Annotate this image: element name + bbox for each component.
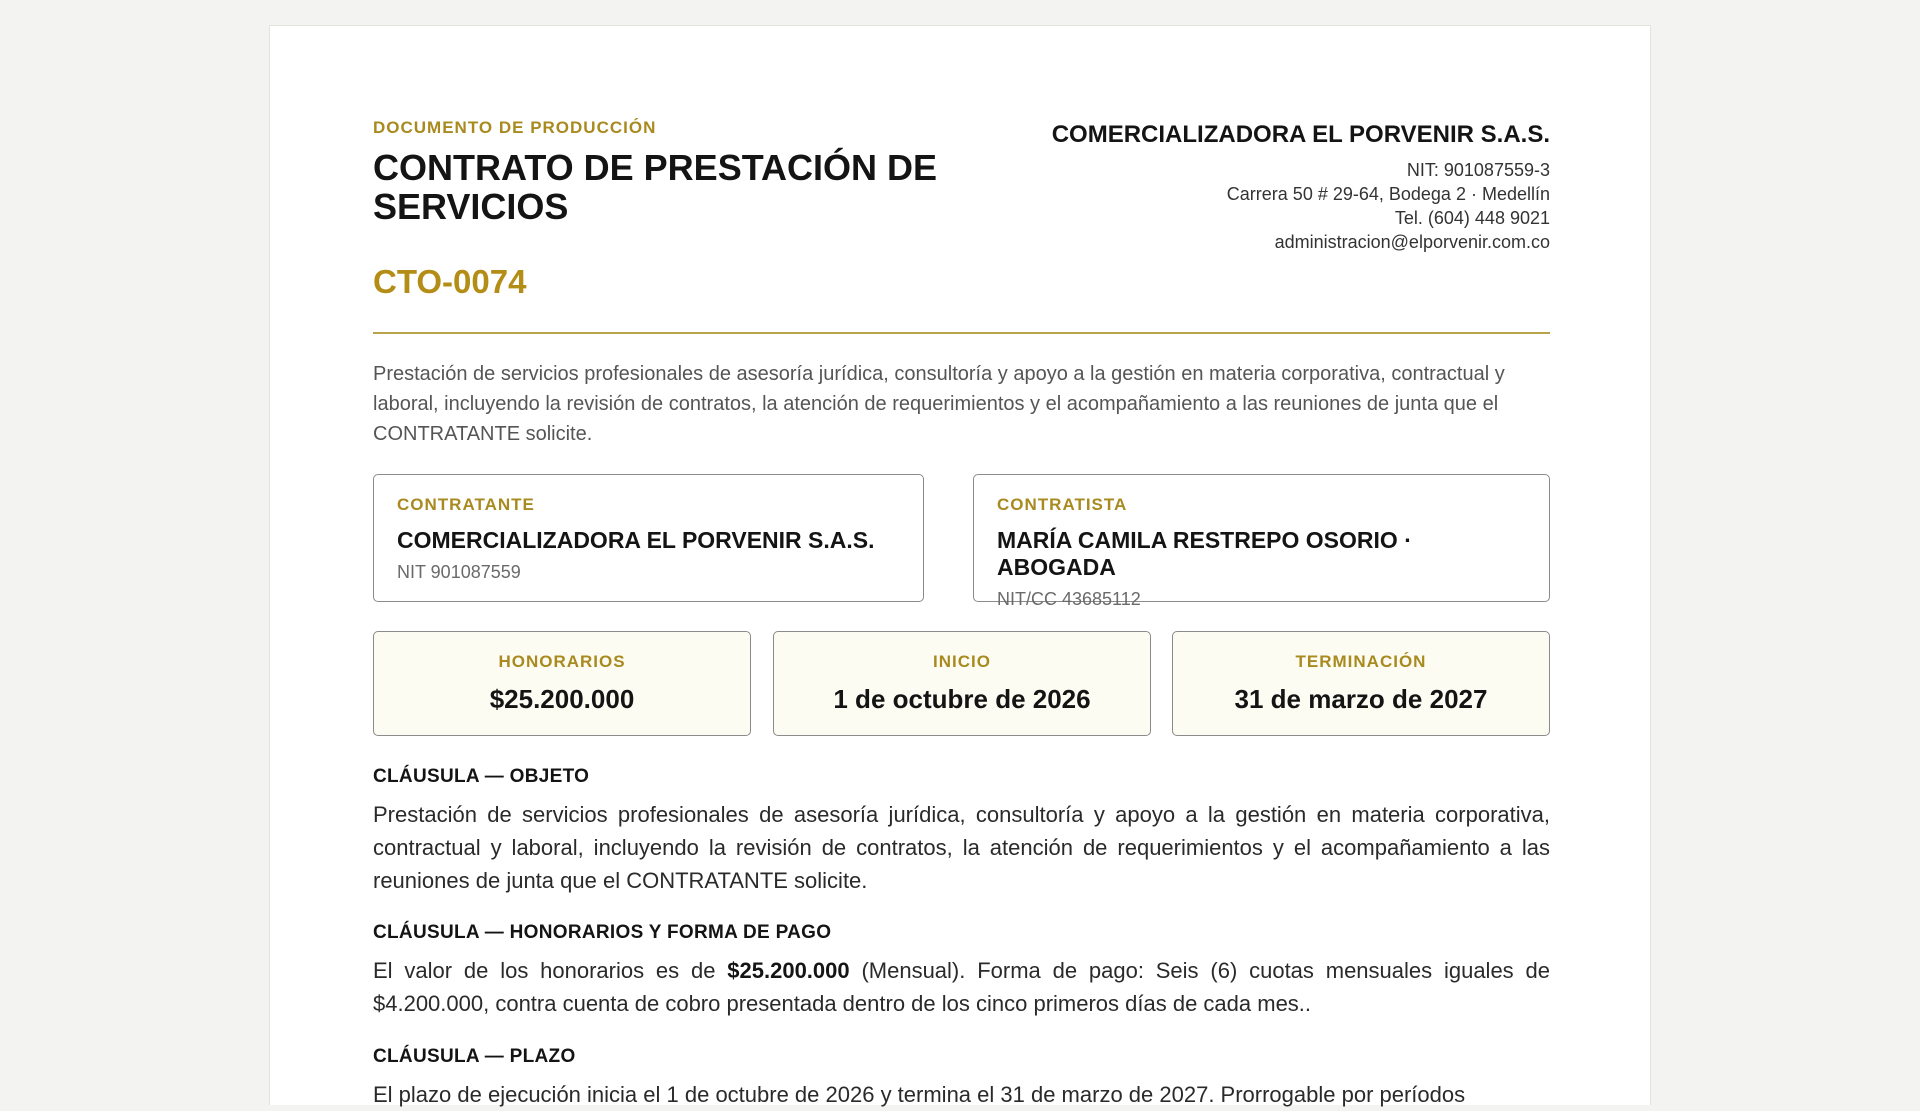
document-header (373, 118, 1550, 334)
clause-title: CLÁUSULA — OBJETO (373, 766, 590, 787)
party-role: CONTRATISTA (997, 495, 1128, 514)
clause-body: El plazo de ejecución inicia el 1 de octubre de 2026 y termina el 31 de marzo de 2027. Prorrogable por períodos (373, 1082, 1466, 1107)
clause-body: Prestación de servicios profesionales de asesoría jurídica, consultoría y apoyo a la gestión en materia corporativa, contractual y laboral, incluyendo la revisión de contratos, la atención de requerimientos y el acompañamiento a las reuniones de junta que el CONTRATANTE solicite. (373, 802, 1550, 893)
company-address: Carrera 50 # 29-64, Bodega 2 · Medellín (1226, 184, 1550, 204)
stat-card-honorarios (373, 631, 751, 736)
document-page (269, 25, 1651, 1105)
party-name: COMERCIALIZADORA EL PORVENIR S.A.S. (397, 527, 875, 553)
company-nit: NIT: 901087559-3 (1406, 160, 1550, 180)
party-id: NIT/CC 43685112 (997, 589, 1141, 609)
stat-value: 31 de marzo de 2027 (1234, 684, 1488, 714)
company-email: administracion@elporvenir.com.co (1274, 232, 1550, 252)
clause-title: CLÁUSULA — PLAZO (373, 1046, 576, 1067)
party-role: CONTRATANTE (397, 495, 535, 514)
clause-plazo (373, 1046, 1550, 1111)
stat-value: $25.200.000 (489, 684, 635, 714)
contract-code: CTO-0074 (373, 263, 527, 300)
contract-summary: Prestación de servicios profesionales de asesoría jurídica, consultoría y apoyo a la gestión en materia corporativa, contractual y laboral, incluyendo la revisión de contratos, la atención de requerimientos y el acompañamiento a las reuniones de junta que el CONTRATANTE solicite. (373, 363, 1505, 445)
party-name: MARÍA CAMILA RESTREPO OSORIO · ABOGADA (997, 527, 1412, 580)
clause-title: CLÁUSULA — HONORARIOS Y FORMA DE PAGO (373, 922, 832, 943)
document-kicker: DOCUMENTO DE PRODUCCIÓN (373, 118, 657, 137)
stat-label: TERMINACIÓN (1295, 652, 1427, 671)
clause-body (373, 954, 1550, 1020)
party-id: NIT 901087559 (397, 562, 521, 582)
stat-label: INICIO (933, 652, 991, 671)
company-name: COMERCIALIZADORA EL PORVENIR S.A.S. (1051, 121, 1550, 148)
clause-body-prefix: El valor de los honorarios es de (373, 958, 716, 983)
company-phone: Tel. (604) 448 9021 (1394, 208, 1550, 228)
party-card-contratista (973, 474, 1550, 609)
clause-body-amount: $25.200.000 (727, 958, 850, 983)
clause-honorarios (373, 922, 1550, 1020)
stat-card-terminacion (1172, 631, 1550, 736)
clause-objeto (373, 766, 1550, 897)
document-title: CONTRATO DE PRESTACIÓN DE SERVICIOS (373, 147, 938, 227)
stat-value: 1 de octubre de 2026 (833, 684, 1091, 714)
stat-card-inicio (773, 631, 1151, 736)
company-block (1030, 118, 1550, 254)
stat-label: HONORARIOS (498, 652, 626, 671)
clause-body-suffix: (Mensual). Forma de pago: Seis (6) cuotas mensuales iguales de $4.200.000, contra cuenta de cobro presentada dentro de los cinco primeros días de cada mes.. (373, 958, 1550, 1016)
party-card-contratante (373, 474, 924, 602)
